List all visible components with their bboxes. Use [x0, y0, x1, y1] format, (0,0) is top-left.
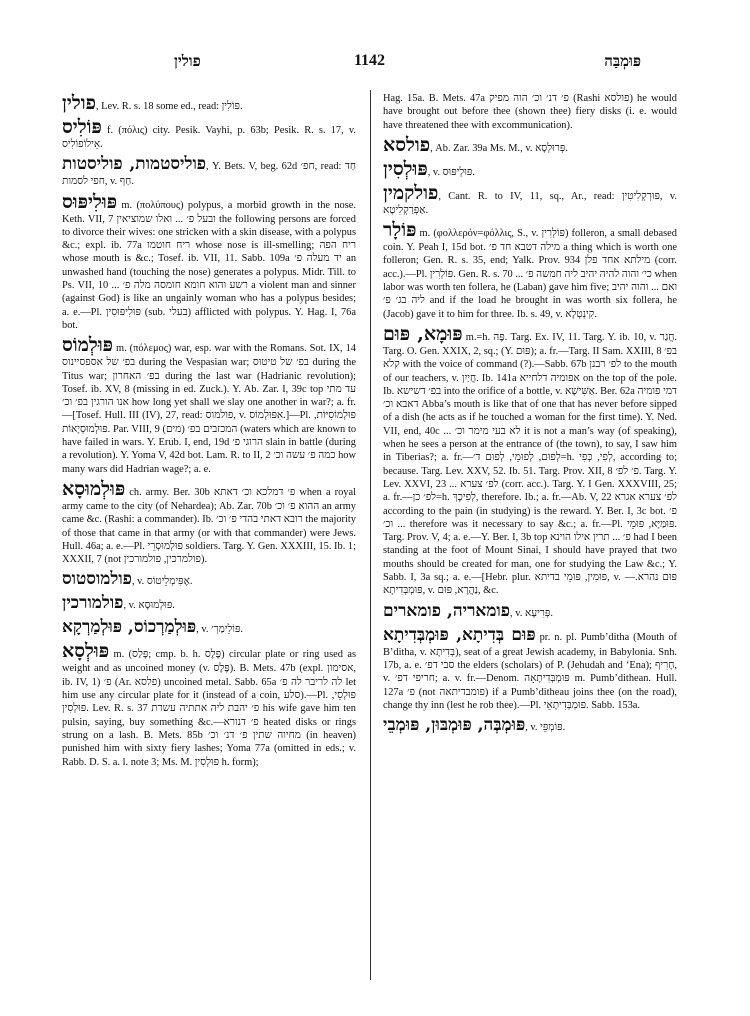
- entry-headword: פּוּם בְּדִיתָא, פּוּמְבְּדִיתָא: [383, 624, 536, 645]
- header-right-guide-word: פּוּמְבַּה: [604, 52, 641, 70]
- entry-definition: , v. פּוּלְמוּסָא.: [123, 600, 175, 612]
- entry-definition: , v. פְּרִיעָא.: [510, 607, 553, 619]
- entry-definition: m. (πόλεμος) war, esp. war with the Romans. Sot. IX, 14 בפ׳ של אספסיינוס during the Vespasian war; בפ׳ של טיטוס during the Titus war; בפ׳ האחרון during the last war (Hadrianic revolution); Tosef. ib. XV, 8 (missing in ed. Zuck.). Y. Ab. Zar. I, 39c top עד מתי אנו הורגין בפ׳ וכ׳ how long yet shall we slay one another in war?; a. fr.—[Tosef. Hull. III (IV), 27, read: פולמוס, v. אִפּוּלְמוֹס.]—Pl. פּוּלְמוֹסִיּוֹת, פּוּלְמוּסְיָאוֹת. Par. VIII, 9 (מים) המכזבים בפ׳ (waters which are known to have failed in wars. Y. Erub. I, end, 19d הרוגי פ׳ slain in battle (during a revolution). Y. Yoma V, 42d bot. Lam. R. to II, 2 כמה פ׳ עשה וכ׳ how many wars did Hadrian wage?; a. e.: [62, 343, 357, 475]
- page-number: 1142: [353, 52, 386, 69]
- left-column: [62, 92, 356, 771]
- dictionary-entry: [62, 153, 356, 188]
- entry-headword: פולקמין: [383, 181, 439, 204]
- entry-headword: פולמוסטוס: [62, 569, 132, 590]
- entry-definition: , Ab. Zar. 39a Ms. M., v. פְּרוּלְסָא.: [430, 142, 568, 154]
- dictionary-entry: [62, 568, 356, 590]
- entry-headword: פּוּמְבְּה, פּוּמְבּוּן, פּוּמְבֵי: [383, 715, 526, 736]
- entry-headword: פּוּלְסִין: [383, 157, 428, 180]
- dictionary-entry: [383, 219, 677, 321]
- dictionary-entry: [383, 323, 677, 598]
- entry-headword: פומאריה, פומארים: [383, 600, 511, 621]
- dictionary-entry: [62, 616, 356, 638]
- entry-headword: פולסא: [383, 133, 431, 156]
- dictionary-entry: [62, 116, 356, 151]
- entry-definition: m. (πολύπους) polypus, a morbid growth in the nose. Keth. VII, 7 ובעל פ׳ ... ואלו שמוציאין the following persons are forced to divorce their wives: one stricken with a skin disease, with a polypus &c.; expl. ib. 77a ריח חוטמו whose nose is ill-smelling; ריח הפה whose mouth is &c.; Tosef. ib. VII, 11. Sabb. 109a יד מעלה פ׳ an unwashed hand (touching the nose) generates a polypus. Midr. Till. to Ps. VII, 10 ... רשע והוא חומא חומסה מלה פ׳ a violent man and sinner (against God) is like an ungainly woman who has a polypus besides; a. e.—Pl. פּוּלִיפּוּסִין (sub. בעלי) afflicted with polypus. Y. Hag. I, 76a bot.: [62, 199, 357, 331]
- entry-headword: פּוֹלָר: [383, 219, 417, 242]
- dictionary-entry: [62, 478, 356, 566]
- entry-definition: , v. פּוּלְיפּוּס.: [427, 166, 475, 178]
- entry-definition: Hag. 15a. B. Mets. 47a פ׳ דנ׳ וכ׳ הוה מפיק (Rashi פולסא) he would have brought out before thee (shown thee) fiery disks (i. e. would have threatened thee with excommunication).: [383, 93, 677, 131]
- entry-headword: פּוּלְמוֹס: [62, 334, 114, 357]
- dictionary-entry: [383, 714, 677, 736]
- entry-definition: , Cant. R. to IV, 11, sq., Ar., read: פּוּרְקְלִיטִין, v. אַפְּרַקְלִיטָא.: [383, 190, 677, 216]
- entry-definition: , v. פּוֹמְפֵּי.: [525, 722, 566, 734]
- entry-definition: , v. אֶפִּימְלֵיטוֹס.: [131, 576, 193, 588]
- entry-headword: פּוּלִיפּוּס: [62, 190, 118, 213]
- entry-definition: pr. n. pl. Pumb’ditha (Mouth of B’ditha, v. בְּדִיתָא), seat of a great Jewish academy, in Babylonia. Snh. 17b, a. e. סבי דפ׳ the elders (scholars) of P. (Jehudah and ‘Ena); חָרִיף, v. חריפי דפ׳; a. v. fr.—Denom. פּוּמְבְּדִיתָאָה m. Pumb’dithean. Hull. 127a פ׳ (not פומבדיתאה) if a Pumb’ditheau joins thee (on the road), change thy inn (lest he rob thee).—Pl. פּוּמְבְּדִיתָאֵי. Sabb. 153a.: [383, 631, 678, 711]
- dictionary-entry: [383, 182, 677, 217]
- entry-definition: f. (πόλις) city. Pesik. Vayhi, p. 63b; Pesik. R. s. 17, v. אֵילוֹפוֹלִיס.: [62, 125, 356, 150]
- entry-definition: ch. army. Ber. 30b פ׳ דמלכא וכ׳ דאתא when a royal army came to the city (of Nehardea); Ab. Zar. 70b ההוא פ׳ וכ׳ an army came &c. (Rashi: a commander). Ib. רובא דאתי בהדי פ׳ וכ׳ the majority of those that came in that army (or with that commander) were Jews. Hull. 46a; a. e.—Pl. פּוּלְמוּסְרֵי soldiers. Targ. Y. Gen. XXXIII, 15. Ib. 1; XXXII, 7 (not פולמרכין, פולמורכין).: [62, 486, 356, 566]
- entry-definition: , Lev. R. s. 18 some ed., read: פּוֹלִין.: [95, 101, 243, 112]
- entry-headword: פּוּלְסָא: [62, 640, 110, 663]
- dictionary-entry: [62, 640, 356, 768]
- header-left-guide-word: פולין: [174, 52, 201, 70]
- page-header: [62, 52, 677, 74]
- dictionary-entry: [383, 600, 677, 622]
- dictionary-entry: [383, 624, 677, 712]
- entry-definition: , v. פּוֹלֵימַרְ׳.: [196, 624, 244, 636]
- dictionary-entry: [383, 158, 677, 180]
- dictionary-entry: [62, 191, 356, 333]
- dictionary-entry: [383, 134, 677, 156]
- entry-definition: m.=h. פֶּה. Targ. Ex. IV, 11. Targ. Y. ib. 10, v. חֲגַר. Targ. O. Gen. XXIX, 2, sq.; (Y. פּוּם); a. fr.—Targ. II Sam. XXIII, 8 בפ׳ קלא with the voice of command (?).—Sabb. 67b לפ׳ רבנן to the mouth of our teachers, v. חֲיַיִן. Ib. 141a אפומיה דלחייא on the top of the pole. Ib. בפ׳ דשישא into the orifice of a bottle, v. אַשִּׁישָׁא. Ber. 62a דמי פומיה דאבא וכ׳ Abba’s mouth is like that of one that has never before sipped of a dish (he acts as if he touched a woman for the first time). Y. Ned. VII, end, 40c ... לא בעי מימר וכ׳ it is not a man’s way (of speaking), when he sees a person at the entrance of (the town), to say, I saw him in Tiberias?; a. fr.—לְפוּם, לְפוּמֵי, לְפוּם ד׳=h. לְפִי, כְּפִי, according to; because. Targ. Lev. XXV, 52. Ib. 51. Targ. Prov. XII, 8 פ׳ לפ׳. Targ. Y. Lev. XXVI, 23 ... לפ׳ צערא (corr. acc.). Targ. Y. I Gen. XXXVIII, 25; a. fr.—לפ׳ כן=h. לְפִיכָךְ, therefore. Ib.; a. fr.—Ab. V, 22 לפ׳ צערא אגרא according to the pain (in studying) is the reward. Y. Ber. I, 3c bot. פ׳ וכ׳ ... therefore was it necessary to say &c.; a. fr.—Pl. פּוּמַּיָּא, פּוּמֵי. Targ. Prov. V, 4; a. e.—Y. Ber. I, 3b top פ׳ ... תרין אילו הוינא had I been standing at the foot of Mount Sinai, I should have prayed that two mouths should be created for man, one for studying the Law &c.; Y. Sabb. I, 3a sq.; a. e.—[Hebr. plur. פּוּמִין, פּוּמֵי בדיתא, v. פּוּם נהרא.—פּוּמְבְּדִיתָא, v. נַהֲרָא, פּוּם, &c.: [383, 331, 678, 597]
- column-divider: [370, 90, 371, 980]
- entry-headword: פולין: [62, 92, 96, 114]
- entry-definition: m. (פָּלַס; cmp. b. h. פֶּלֶס) circular plate or ring used as weight and as uncoined money (v. פֶּלֶס). B. Mets. 47b (expl. אסימון, ib. IV, 1) פ׳ (Ar. פלסא) uncoined metal. Sabb. 65a לה לריבר לה פ׳ let him use any circular plate for it (instead of a coin, סלע).—Pl. פּוּלְסֵי, פּוּלְסִין. Lev. R. s. 37 פ׳ יהבת ליה אתתיה עשרת his wife gave him ten pulsin, saying, buy something &c.—פ׳ דנורא heated disks or rings strung on a lash. B. Mets. 85b מחיוה שתין פ׳ דנ׳ וכ׳ (in heaven) punished him with sixty fiery lashes; Yoma 77a (omitted in eds.; v. Rabb. D. S. a. l. note 3; Ms. M. פּוּלְסִין h. form);: [62, 649, 357, 768]
- entry-headword: פּוֹלִיס: [62, 116, 102, 138]
- entry-definition: m. (φολλερόν=φόλλις, S., v. פּוֹלְרִין) folleron, a small debased coin. Y. Peah I, 15d bot. מילה דטבא חד פ׳ a thing which is worth one folleron; Gen. R. s. 35, end; Yalk. Prov. 934 מילתא אחד פלן (corr. acc.).—Pl. פּוֹלְרִין. Gen. R. s. 70 ... כי׳ והוה להיה יהיב ליה חמשה פ׳ when labor was worth ten follera, he (Laban) gave him five; ואם ... והוה יהיב ליה בג׳ פ׳ and if the load he brought in was worth six follera, he (Jacob) gave it to him for three. Ib. s. 49, v. קִינְטְלָא.: [383, 228, 678, 320]
- entry-headword: פּוּלְמוּסָא: [62, 477, 126, 500]
- dictionary-entry: [62, 92, 356, 114]
- entry-headword: פולמורכין: [62, 593, 124, 614]
- dictionary-entry: [62, 592, 356, 614]
- entry-headword: פּוּלְמַרְכוֹס, פּוּלְמַרְקָא: [62, 617, 197, 638]
- right-column: [383, 92, 677, 738]
- entry-headword: פּוּמָא, פּוּם: [383, 322, 463, 345]
- dictionary-entry: [62, 334, 356, 476]
- entry-definition: , Y. Bets. V, beg. 62d חפ׳, read: חַד חפי לסמות, v. חַף.: [62, 161, 356, 188]
- dictionary-entry: [383, 92, 677, 132]
- entry-headword: פוליסטמות, פוליסטות: [62, 154, 207, 175]
